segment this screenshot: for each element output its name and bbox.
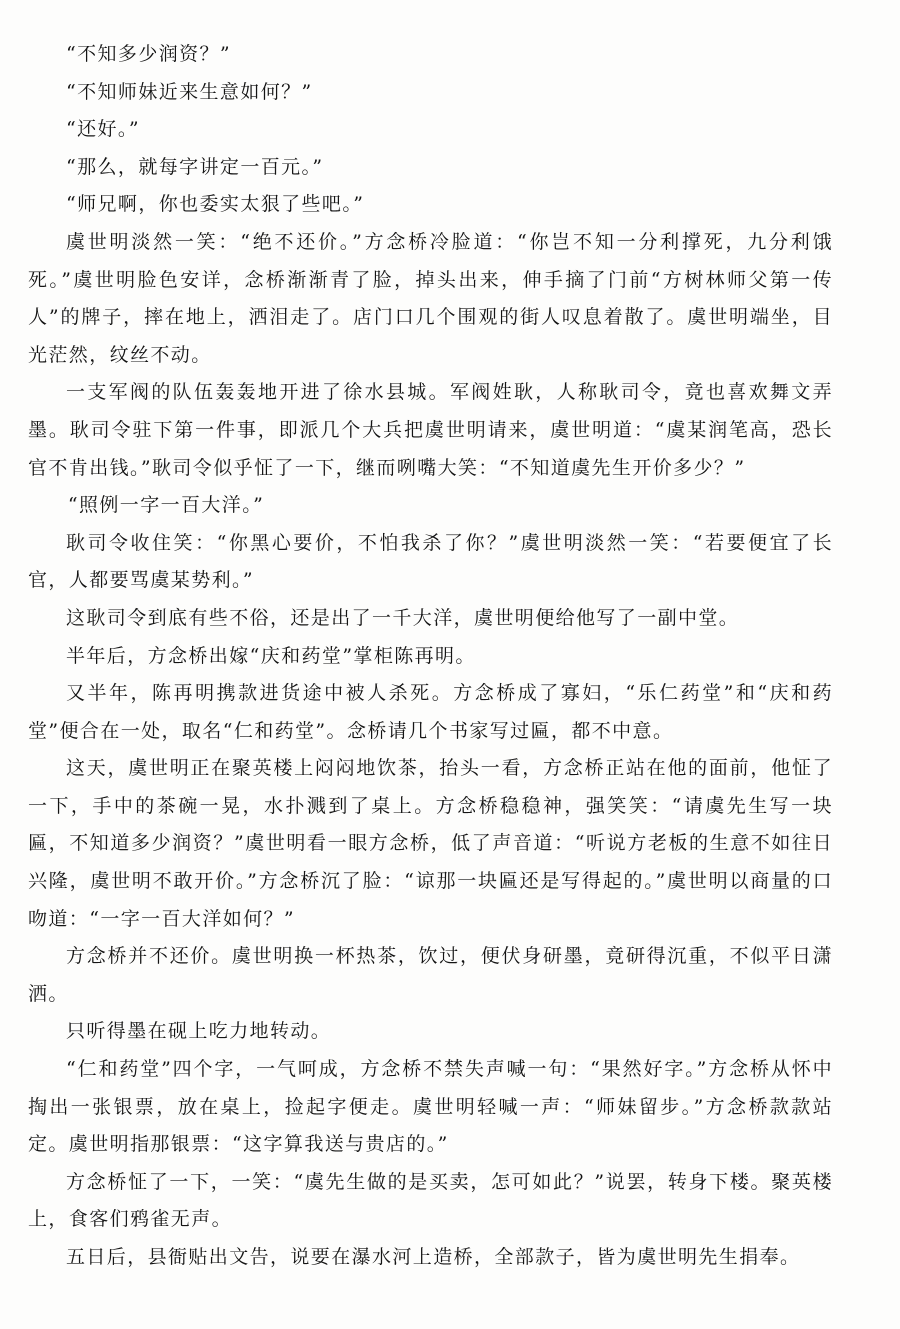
paragraph-narrative-1: 虞世明淡然一笑：“绝不还价。”方念桥冷脸道：“你岂不知一分利撑死，九分利饿死。”虞世明脸色安详，念桥渐渐青了脸，掉头出来，伸手摘了门前“方树林师父第一传人”的牌子，摔在地上，洒泪走了。店门口几个围观的街人叹息着散了。虞世明端坐，目光茫然，纹丝不动。 [28, 230, 833, 366]
paragraph-narrative-7: 这天，虞世明正在聚英楼上闷闷地饮茶，抬头一看，方念桥正站在他的面前，他怔了一下，手中的茶碗一晃，水扑溅到了桌上。方念桥稳稳神，强笑笑：“请虞先生写一块匾，不知道多少润资？”虞世明看一眼方念桥，低了声音道：“听说方老板的生意不如往日兴隆，虞世明不敢开价。”方念桥沉了脸：“谅那一块匾还是写得起的。”虞世明以商量的口吻道：“一字一百大洋如何？” [28, 757, 833, 930]
paragraph-narrative-4: 这耿司令到底有些不俗，还是出了一千大洋，虞世明便给他写了一副中堂。 [66, 606, 740, 629]
paragraph-narrative-9: 只听得墨在砚上吃力地转动。 [66, 1020, 332, 1043]
paragraph-dialogue-4: “那么，就每字讲定一百元。” [66, 155, 324, 178]
paragraph-dialogue-3: “还好。” [66, 118, 140, 141]
paragraph-dialogue-5: “师兄啊，你也委实太狠了些吧。” [66, 193, 365, 216]
paragraph-narrative-2: 一支军阀的队伍轰轰地开进了徐水县城。军阀姓耿，人称耿司令，竟也喜欢舞文弄墨。耿司令驻下第一件事，即派几个大兵把虞世明请来，虞世明道：“虞某润笔高，恐长官不肯出钱。”耿司令似乎怔了一下，继而咧嘴大笑：“不知道虞先生开价多少？” [28, 381, 833, 479]
paragraph-narrative-11: 方念桥怔了一下，一笑：“虞先生做的是买卖，怎可如此？”说罢，转身下楼。聚英楼上，食客们鸦雀无声。 [28, 1170, 833, 1231]
paragraph-narrative-5: 半年后，方念桥出嫁“庆和药堂”掌柜陈再明。 [66, 644, 476, 667]
paragraph-narrative-8: 方念桥并不还价。虞世明换一杯热茶，饮过，便伏身研墨，竟研得沉重，不似平日潇洒。 [28, 945, 833, 1005]
paragraph-narrative-3: 耿司令收住笑：“你黑心要价，不怕我杀了你？”虞世明淡然一笑：“若要便宜了长官，人都要骂虞某势利。” [28, 531, 833, 592]
story-text [28, 36, 833, 1277]
paragraph-narrative-6: 又半年，陈再明携款进货途中被人杀死。方念桥成了寡妇，“乐仁药堂”和“庆和药堂”便合在一处，取名“仁和药堂”。念桥请几个书家写过匾，都不中意。 [28, 682, 833, 742]
paragraph-narrative-12: 五日后，县衙贴出文告，说要在瀑水河上造桥，全部款子，皆为虞世明先生捐奉。 [66, 1246, 801, 1268]
paragraph-dialogue-2: “不知师妹近来生意如何？” [66, 80, 313, 103]
paragraph-dialogue-6: “照例一字一百大洋。” [67, 494, 265, 517]
paragraph-dialogue-1: “不知多少润资？” [66, 43, 232, 65]
paragraph-narrative-10: “仁和药堂”四个字，一气呵成，方念桥不禁失声喊一句：“果然好字。”方念桥从怀中掏出一张银票，放在桌上，捡起字便走。虞世明轻喊一声：“师妹留步。”方念桥款款站定。虞世明指那银票：“这字算我送与贵店的。” [28, 1058, 833, 1156]
